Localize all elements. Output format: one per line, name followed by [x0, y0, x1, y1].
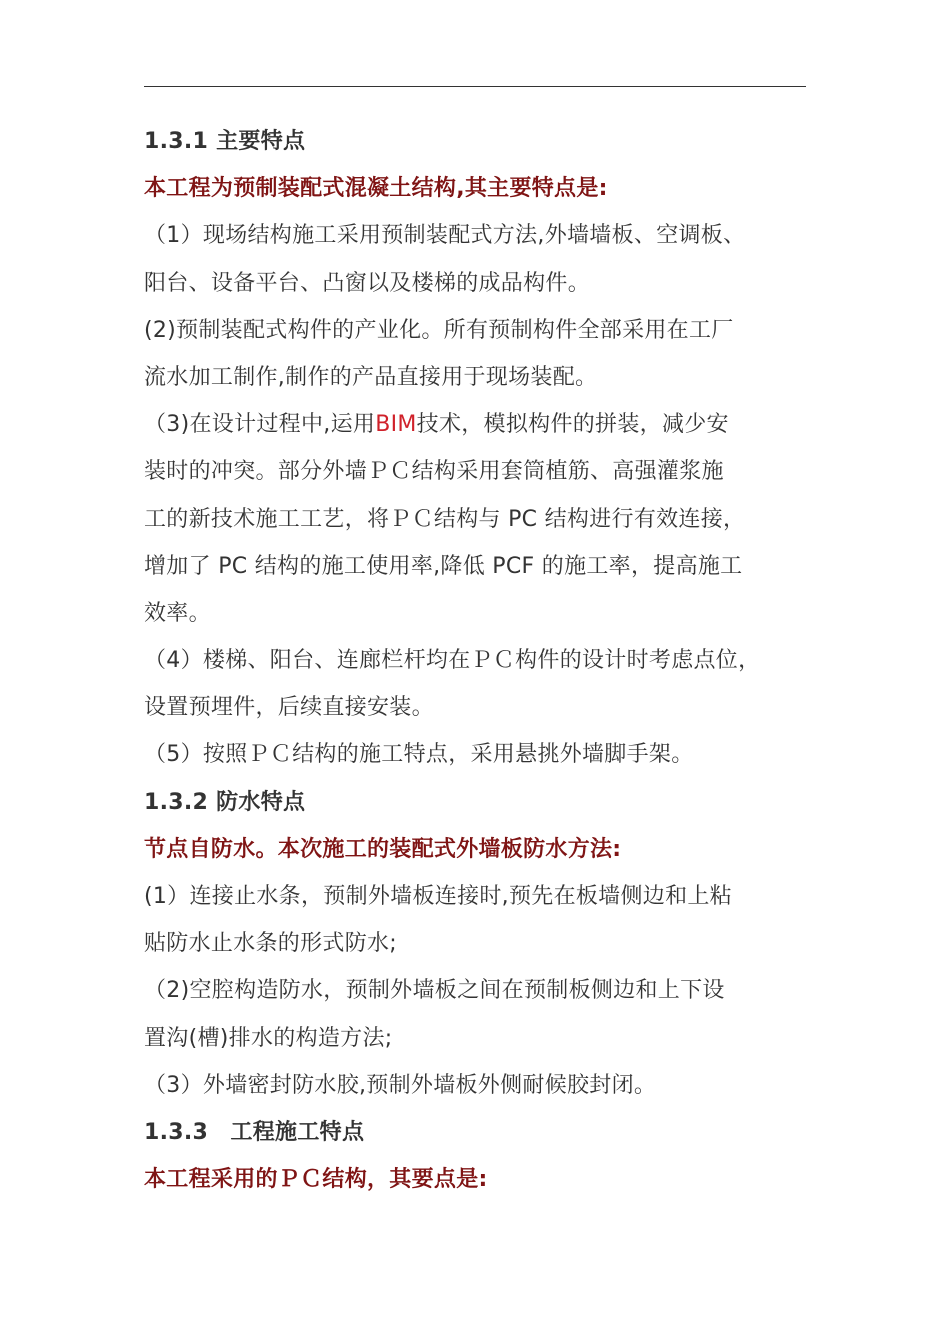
paragraph-line: （2)空腔构造防水，预制外墙板之间在预制板侧边和上下设: [144, 978, 725, 1004]
section-intro: 本工程为预制装配式混凝土结构,其主要特点是:: [144, 176, 608, 202]
section-intro: 本工程采用的ＰＣ结构，其要点是:: [144, 1167, 488, 1193]
paragraph-line: （5）按照ＰＣ结构的施工特点，采用悬挑外墙脚手架。: [144, 742, 694, 768]
paragraph-line: (1）连接止水条，预制外墙板连接时,预先在板墙侧边和上粘: [144, 884, 732, 909]
paragraph-line: 流水加工制作,制作的产品直接用于现场装配。: [144, 364, 598, 390]
paragraph-line: 装时的冲突。部分外墙ＰＣ结构采用套筒植筋、高强灌浆施: [144, 459, 724, 485]
paragraph-line: 效率。: [144, 600, 211, 626]
paragraph-line: 贴防水止水条的形式防水;: [144, 931, 398, 957]
section-heading: 1.3.3 工程施工特点: [144, 1119, 365, 1145]
paragraph-line: [144, 401, 824, 448]
paragraph-line: 增加了 PC 结构的施工使用率,降低 PCF 的施工率，提高施工: [144, 553, 743, 579]
paragraph-text: 技术，模拟构件的拼装，减少安: [416, 412, 729, 438]
paragraph-line: 置沟(槽)排水的构造方法;: [144, 1025, 393, 1051]
section-heading: 1.3.2 防水特点: [144, 789, 306, 815]
paragraph-line: (2)预制装配式构件的产业化。所有预制构件全部采用在工厂: [144, 317, 734, 343]
section-heading: 1.3.1 主要特点: [144, 129, 306, 154]
paragraph-line: （3）外墙密封防水胶,预制外墙板外侧耐候胶封闭。: [144, 1072, 657, 1098]
paragraph-text: （3)在设计过程中,运用: [144, 412, 376, 438]
header-rule: [144, 86, 806, 87]
bim-highlight: BIM: [375, 412, 417, 438]
paragraph-line: （1）现场结构施工采用预制装配式方法,外墙墙板、空调板、: [144, 223, 746, 249]
paragraph-line: 工的新技术施工工艺，将ＰＣ结构与 PC 结构进行有效连接，: [144, 506, 746, 532]
section-intro: 节点自防水。本次施工的装配式外墙板防水方法:: [144, 836, 622, 862]
paragraph-line: 设置预埋件，后续直接安装。: [144, 695, 434, 721]
paragraph-line: 阳台、设备平台、凸窗以及楼梯的成品构件。: [144, 270, 591, 296]
paragraph-line: （4）楼梯、阳台、连廊栏杆均在ＰＣ构件的设计时考虑点位，: [144, 648, 761, 674]
document-body: [144, 118, 824, 1203]
